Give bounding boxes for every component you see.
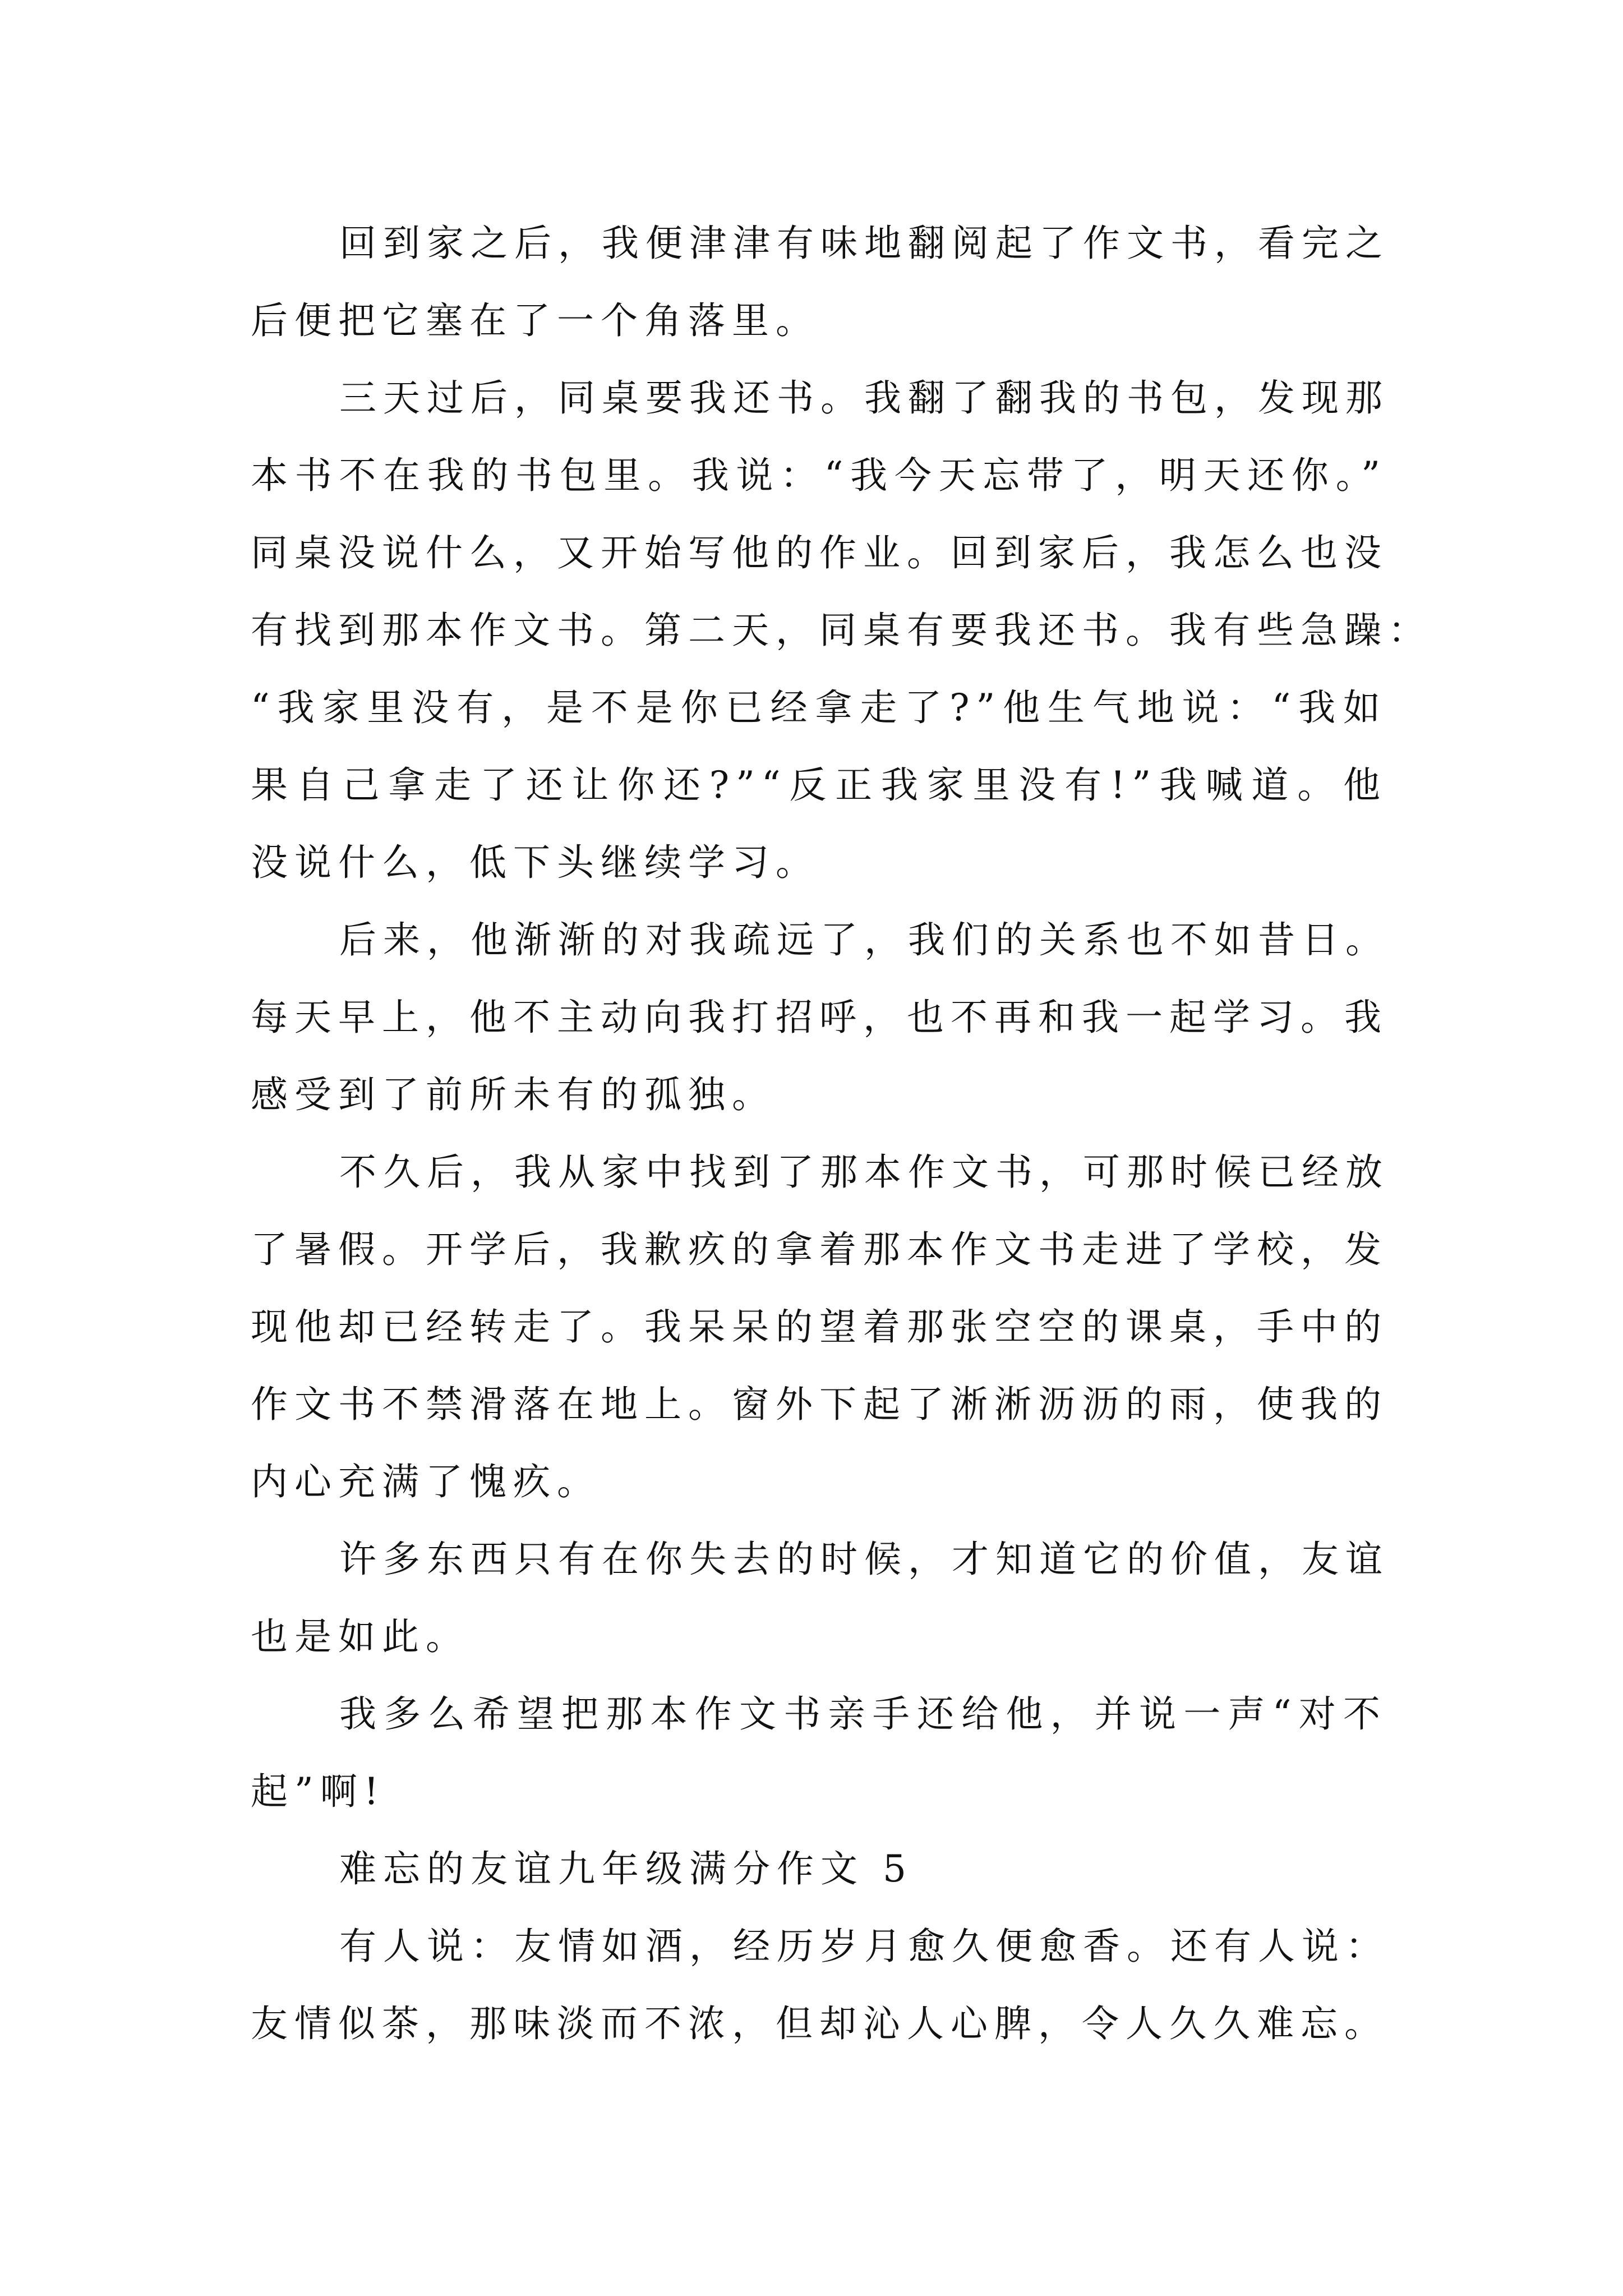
- paragraph: [251, 205, 1387, 360]
- essay-title: 难忘的友谊九年级满分作文 5: [339, 1847, 913, 1890]
- text-line: 同桌没说什么，又开始写他的作业。回到家后，我怎么也没: [251, 531, 1388, 574]
- text-line: 现他却已经转走了。我呆呆的望着那张空空的课桌，手中的: [251, 1305, 1388, 1349]
- text-line: 后来，他渐渐的对我疏远了，我们的关系也不如昔日。: [339, 918, 1389, 961]
- text-line: 回到家之后，我便津津有味地翻阅起了作文书，看完之: [339, 222, 1389, 265]
- text-line: “我家里没有，是不是你已经拿走了?”他生气地说：“我如: [251, 686, 1387, 729]
- text-line: 后便把它塞在了一个角落里。: [251, 299, 819, 342]
- text-line: 许多东西只有在你失去的时候，才知道它的价值，友谊: [339, 1538, 1389, 1581]
- text-line: 也是如此。: [251, 1615, 469, 1658]
- text-line: 每天早上，他不主动向我打招呼，也不再和我一起学习。我: [251, 996, 1388, 1039]
- text-line: 有人说：友情如酒，经历岁月愈久便愈香。还有人说：: [339, 1925, 1389, 1968]
- paragraph: [251, 1521, 1387, 1676]
- paragraph: [251, 360, 1432, 901]
- text-line: 本书不在我的书包里。我说：“我今天忘带了，明天还你。”: [251, 454, 1387, 497]
- paragraph: [251, 1134, 1387, 1521]
- paragraph: [251, 901, 1387, 1134]
- text-line: 没说什么，低下头继续学习。: [251, 841, 819, 884]
- text-line: 起”啊!: [251, 1770, 386, 1813]
- paragraph: [251, 1908, 1387, 2063]
- text-line: 果自己拿走了还让你还?”“反正我家里没有!”我喊道。他: [251, 763, 1387, 807]
- paragraph: [251, 1676, 1387, 1830]
- text-line: 不久后，我从家中找到了那本作文书，可那时候已经放: [339, 1151, 1389, 1194]
- text-line: 作文书不禁滑落在地上。窗外下起了淅淅沥沥的雨，使我的: [251, 1383, 1388, 1426]
- text-line: 友情似茶，那味淡而不浓，但却沁人心脾，令人久久难忘。: [251, 2002, 1388, 2045]
- text-line: 了暑假。开学后，我歉疚的拿着那本作文书走进了学校，发: [251, 1228, 1388, 1271]
- text-block: [251, 205, 1432, 2063]
- text-line: 有找到那本作文书。第二天，同桌有要我还书。我有些急躁：: [251, 609, 1432, 652]
- essay-title-paragraph: [251, 1830, 1387, 1908]
- text-line: 内心充满了愧疚。: [251, 1460, 601, 1503]
- text-line: 感受到了前所未有的孤独。: [251, 1073, 776, 1116]
- text-line: 三天过后，同桌要我还书。我翻了翻我的书包，发现那: [339, 376, 1389, 420]
- text-line: 我多么希望把那本作文书亲手还给他，并说一声“对不: [339, 1692, 1387, 1736]
